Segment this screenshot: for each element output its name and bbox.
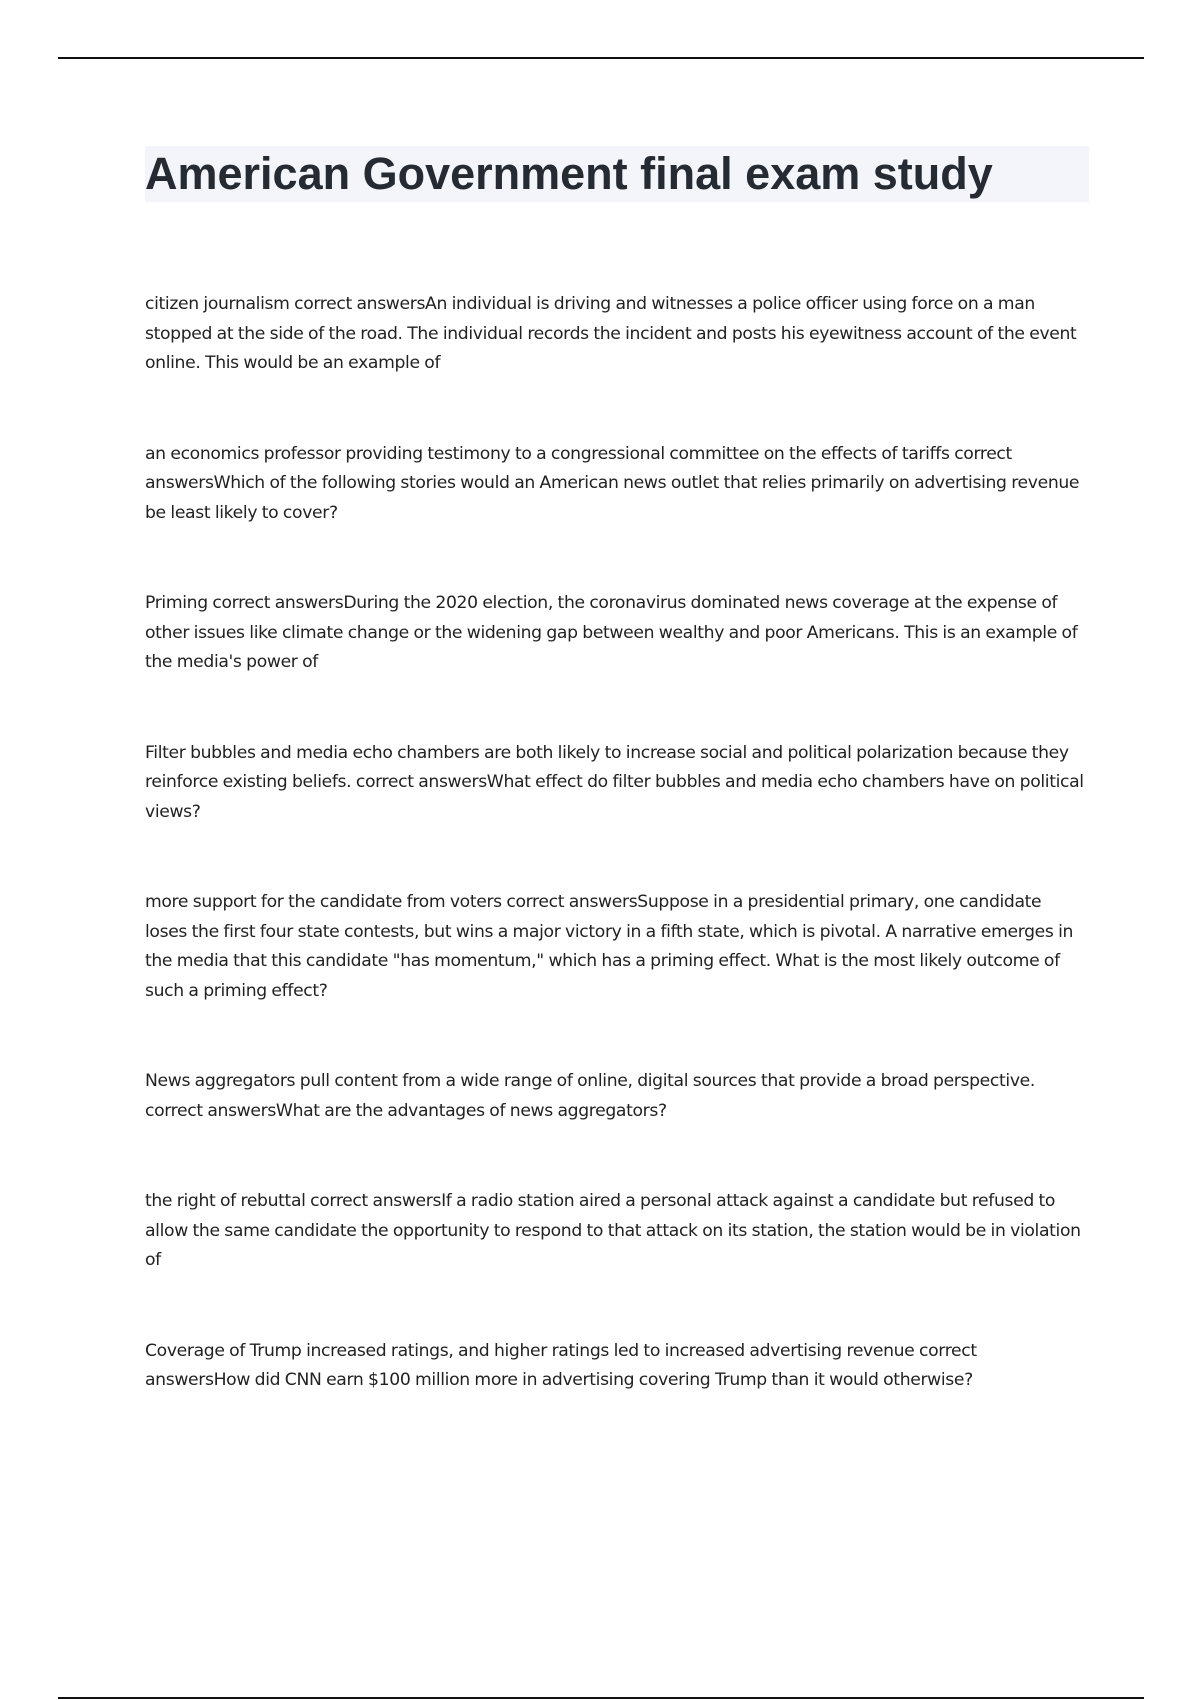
flashcard-entry: News aggregators pull content from a wide range of online, digital sources that provide a broad perspective. correct answersWhat are the advantages of news aggregators? — [145, 1071, 1035, 1121]
flashcard-entry: Filter bubbles and media echo chambers are both likely to increase social and political polarization because they reinforce existing beliefs. correct answersWhat effect do filter bubbles and media echo chambers have on political views? — [145, 742, 1084, 822]
bottom-divider — [58, 1697, 1144, 1699]
document-title: American Government final exam study — [145, 148, 993, 199]
flashcard-entry: citizen journalism correct answersAn individual is driving and witnesses a police officer using force on a man stopped at the side of the road. The individual records the incident and posts his eyewitness account of the event online. This would be an example of — [145, 294, 1077, 373]
flashcard-entry: the right of rebuttal correct answersIf a radio station aired a personal attack against a candidate but refused to allow the same candidate the opportunity to respond to that attack on its station, the station would be in violation of — [145, 1191, 1081, 1270]
flashcard-entry: Coverage of Trump increased ratings, and higher ratings led to increased advertising revenue correct answersHow did CNN earn $100 million more in advertising covering Trump than it would otherwise? — [145, 1340, 977, 1390]
flashcard-entry: Priming correct answersDuring the 2020 election, the coronavirus dominated news coverage at the expense of other issues like climate change or the widening gap between wealthy and poor Americans. This is an example of the media's power of — [145, 593, 1078, 672]
flashcard-entry: more support for the candidate from voters correct answersSuppose in a presidential primary, one candidate loses the first four state contests, but wins a major victory in a fifth state, which is pivotal. A narrative emerges in the media that this candidate "has momentum," which has a priming effect. What is the most likely outcome of such a priming effect? — [145, 892, 1074, 1001]
flashcard-entry: an economics professor providing testimony to a congressional committee on the effects of tariffs correct answersWhich of the following stories would an American news outlet that relies primarily on advertising revenue be least likely to cover? — [145, 443, 1080, 523]
top-divider — [58, 57, 1144, 59]
title-banner — [145, 146, 1089, 202]
flashcard-list — [145, 290, 1085, 1396]
